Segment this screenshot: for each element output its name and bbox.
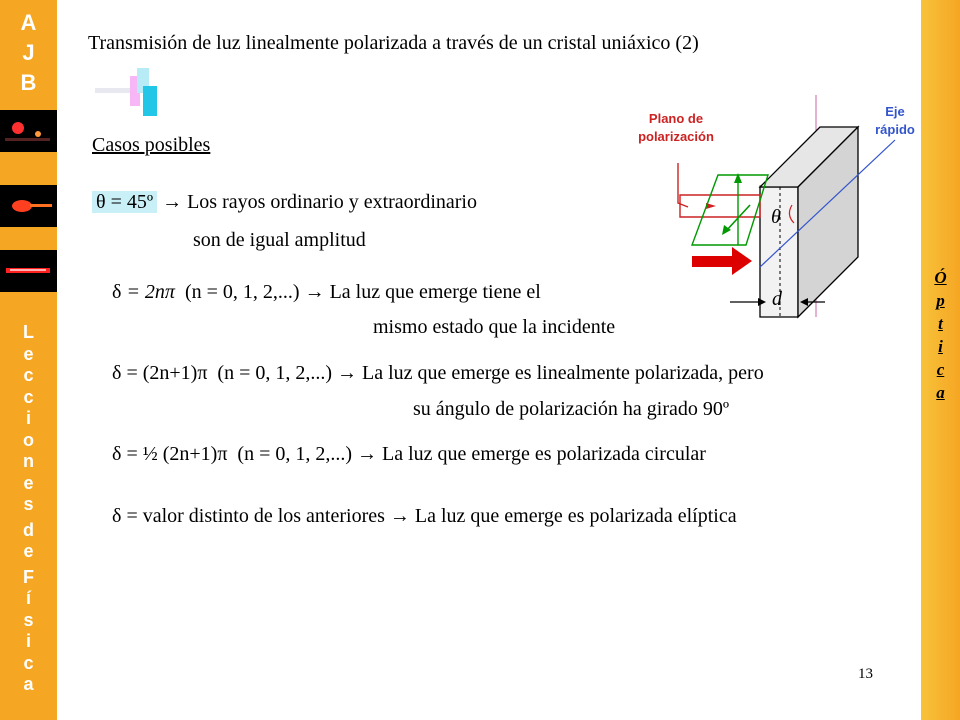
vertical-letter: o	[23, 429, 34, 450]
case-delta-half	[112, 443, 706, 466]
arrow: →	[357, 443, 378, 465]
optica-letter: Ó	[934, 268, 947, 287]
vertical-letter: e	[23, 472, 34, 493]
result-text: La luz que emerge es linealmente polarizada, pero	[362, 362, 764, 384]
vertical-letter: s	[23, 609, 34, 630]
vertical-letter: c	[23, 652, 34, 673]
arrow: →	[304, 281, 325, 303]
case-45-line2: son de igual amplitud	[193, 229, 366, 251]
params: (n = 0, 1, 2,...)	[237, 443, 353, 465]
optica-letter: c	[936, 360, 945, 379]
optica-letter: a	[936, 383, 945, 402]
vertical-letter: d	[23, 519, 34, 540]
vertical-letter: c	[23, 365, 34, 385]
theta-symbol: θ	[771, 206, 781, 228]
theta-condition: θ = 45º	[92, 191, 157, 213]
delta-symbol: δ	[112, 505, 122, 527]
logo-letter: A	[20, 10, 37, 35]
params: (n = 0, 1, 2,...)	[217, 362, 333, 384]
optica-letter: p	[936, 291, 945, 310]
decorative-bars	[95, 66, 165, 120]
laser-thumbnail-3	[0, 250, 57, 292]
vertical-letter: i	[25, 631, 31, 651]
result-text: La luz que emerge tiene el	[329, 281, 541, 303]
vertical-letter: e	[23, 343, 34, 364]
delta-symbol: δ	[112, 362, 122, 384]
vertical-letter: L	[23, 322, 34, 342]
case-delta-2n1pi-line2: su ángulo de polarización ha girado 90º	[413, 398, 730, 420]
case-delta-other	[112, 505, 737, 528]
optica-letter: i	[938, 337, 943, 356]
case-delta-2n1pi	[112, 362, 764, 385]
vertical-letter: n	[23, 451, 34, 471]
params: (n = 0, 1, 2,...)	[184, 281, 300, 303]
vertical-letter: i	[25, 408, 31, 428]
arrow: →	[389, 505, 410, 527]
case-45-text: Los rayos ordinario y extraordinario	[187, 191, 477, 213]
equation: = 2nπ	[121, 281, 175, 303]
vertical-letter: F	[23, 566, 34, 587]
left-sidebar	[0, 0, 57, 720]
arrow: →	[162, 191, 183, 213]
logo-letter: J	[22, 40, 35, 65]
vertical-letter: a	[23, 674, 34, 694]
vertical-letter: e	[23, 541, 34, 561]
vertical-letter: í	[25, 588, 31, 608]
equation: = valor distinto de los anteriores	[121, 505, 385, 527]
d-symbol: d	[772, 288, 782, 310]
logo-letter: B	[20, 70, 37, 95]
case-delta-2npi	[112, 281, 541, 304]
vertical-letter: s	[23, 494, 34, 514]
equation: = (2n+1)π	[121, 362, 208, 384]
case-45-line1	[92, 191, 477, 214]
delta-symbol: δ	[112, 281, 122, 303]
equation: = ½ (2n+1)π	[121, 443, 228, 465]
delta-symbol: δ	[112, 443, 122, 465]
section-subtitle: Casos posibles	[92, 134, 211, 156]
page-title: Transmisión de luz linealmente polarizada a través de un cristal uniáxico (2)	[88, 32, 699, 54]
arrow: →	[337, 362, 358, 384]
page-number: 13	[858, 666, 873, 682]
laser-thumbnail-2	[0, 185, 57, 227]
result-text: La luz que emerge es polarizada circular	[382, 443, 706, 465]
laser-thumbnail-1	[0, 110, 57, 152]
vertical-letter: c	[23, 386, 34, 407]
plane-label: Plano de polarización	[638, 111, 714, 145]
result-text: La luz que emerge es polarizada elíptica	[414, 505, 737, 527]
crystal-drawing	[610, 95, 920, 325]
optica-letter: t	[938, 314, 943, 333]
axis-label: Eje rápido	[875, 104, 915, 138]
case-delta-2npi-line2: mismo estado que la incidente	[373, 316, 616, 338]
